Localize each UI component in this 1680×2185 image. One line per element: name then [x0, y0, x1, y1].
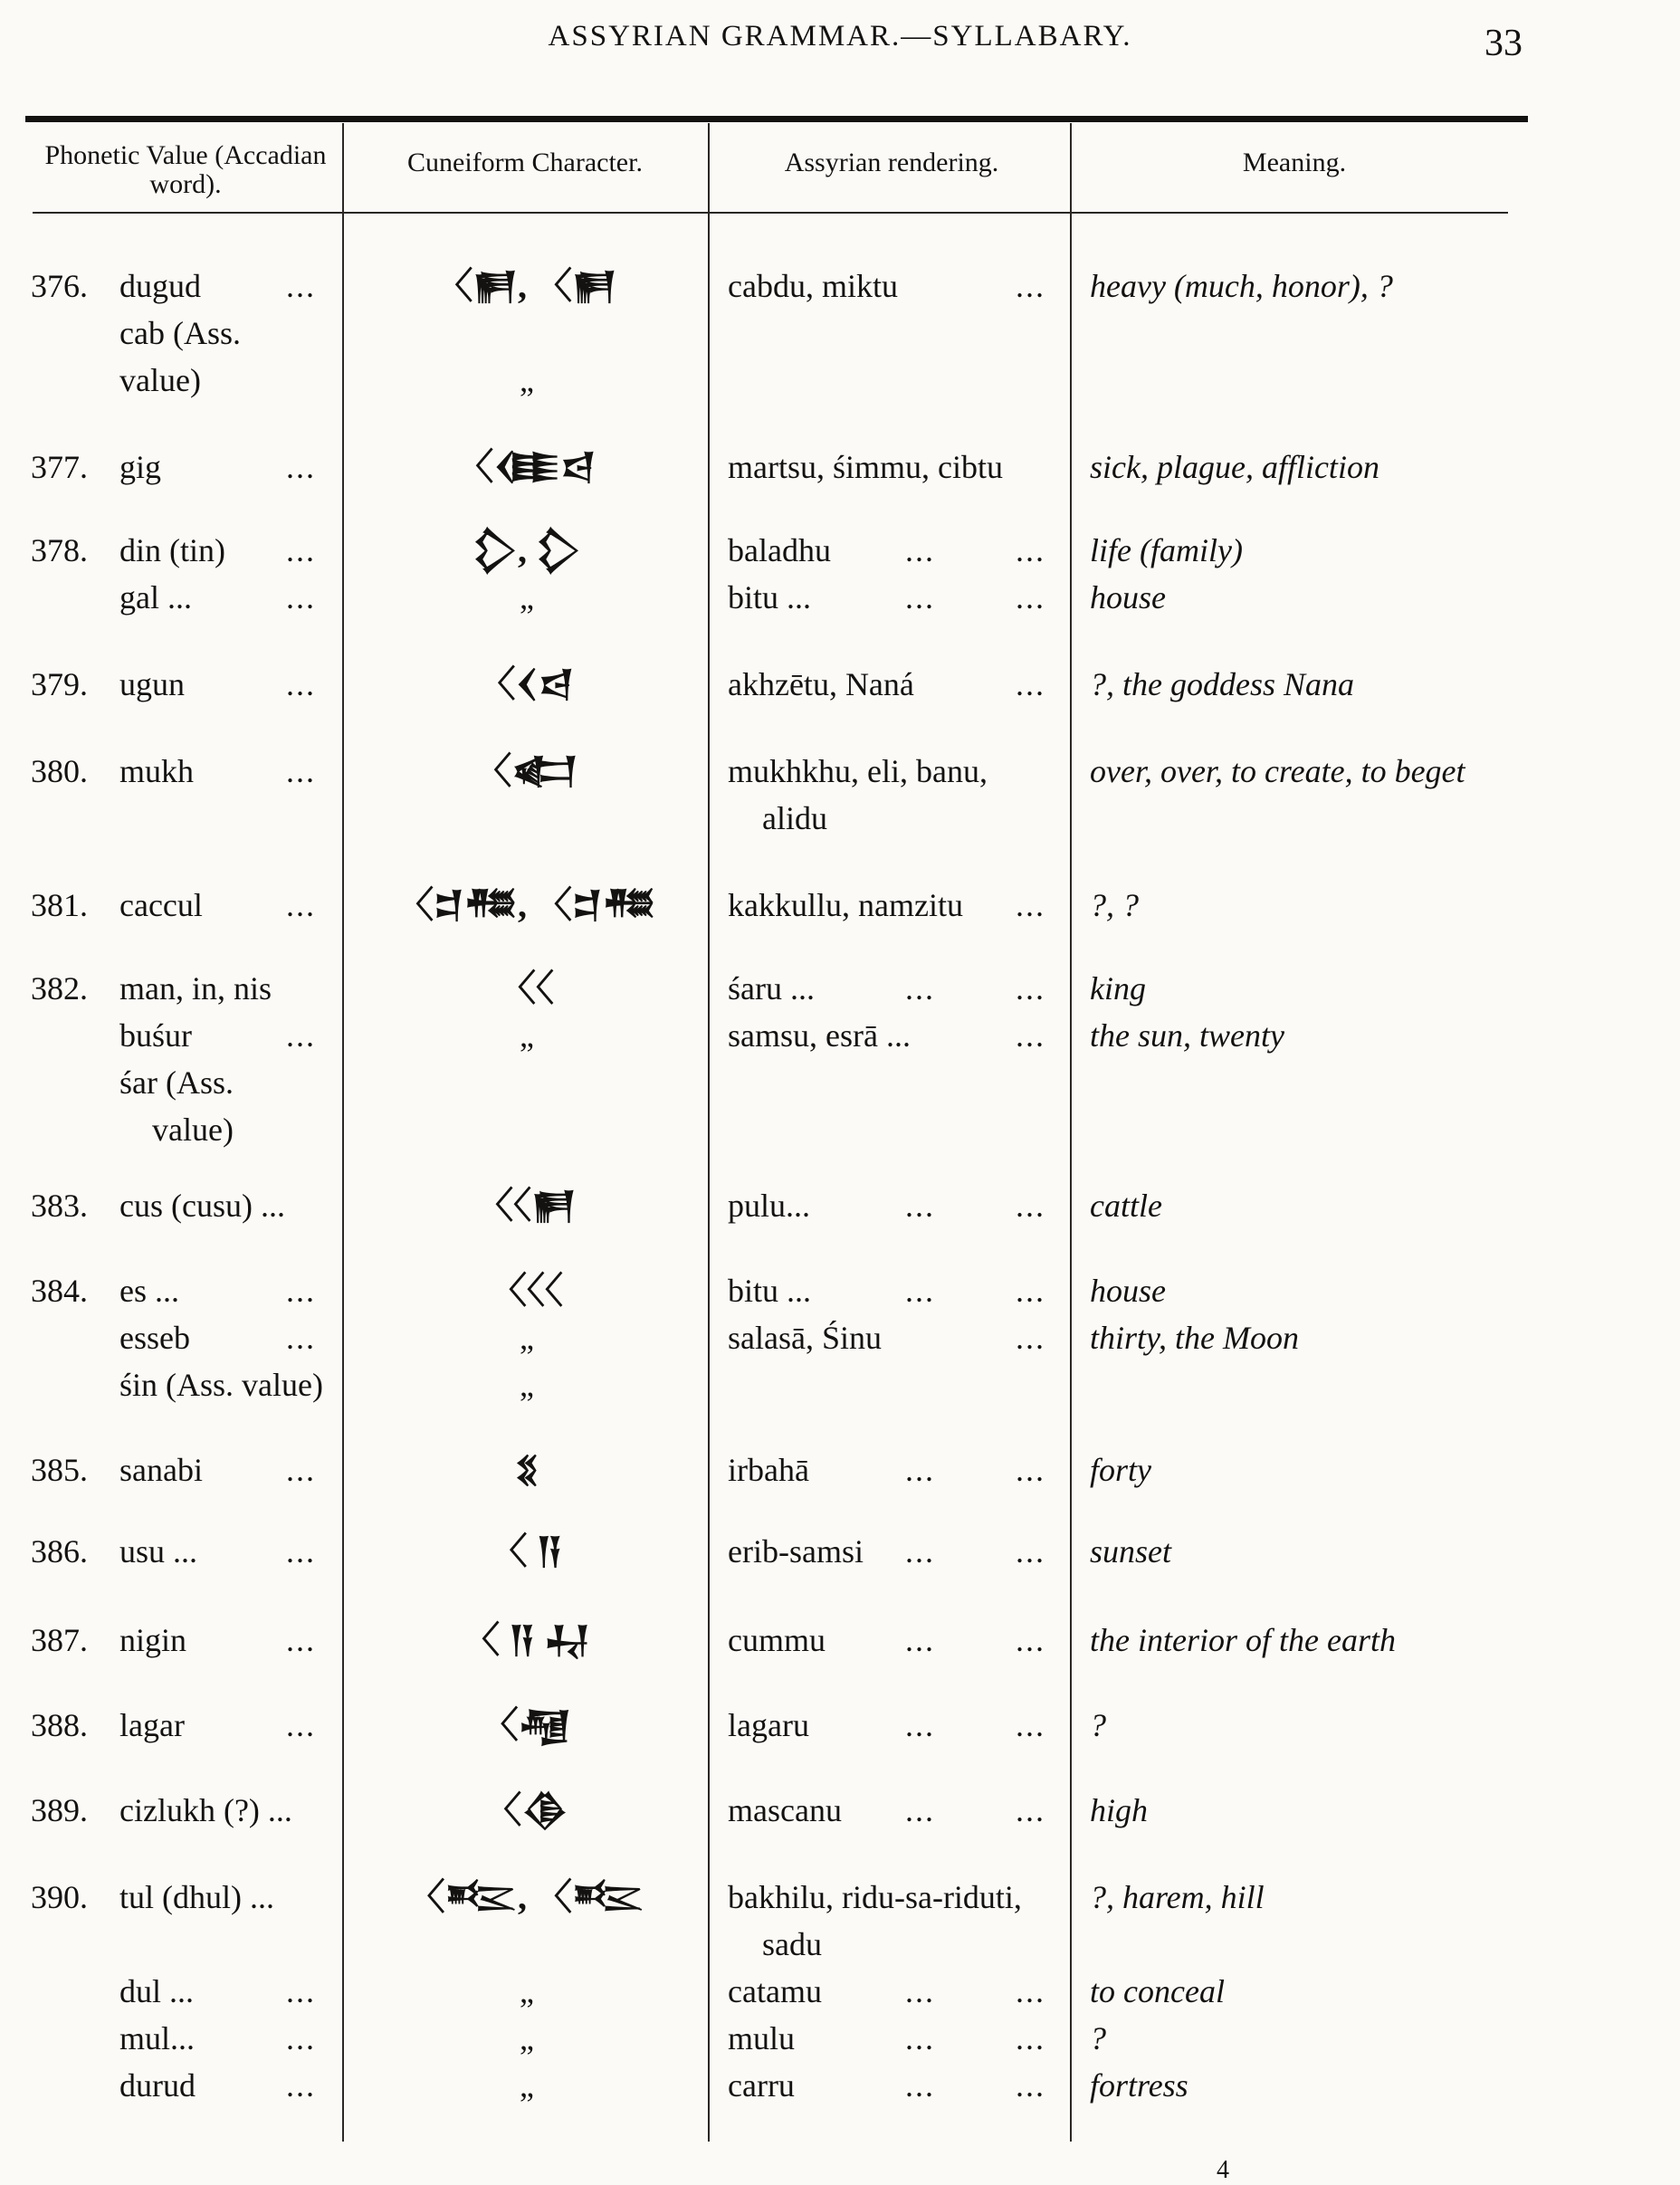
leader-dots: ...: [286, 268, 316, 304]
entry-number: 387.: [31, 1622, 88, 1658]
assyrian-rendering: samsu, esrā ...: [728, 1017, 911, 1054]
cuneiform-character: 〈𒅗: [475, 750, 578, 791]
entry-number: 381.: [31, 887, 88, 923]
phonetic-value: śin (Ass. value): [119, 1367, 323, 1403]
assyrian-rendering: mascanu: [728, 1792, 842, 1828]
meaning: the interior of the earth: [1090, 1622, 1396, 1658]
folio-number: 4: [1217, 2156, 1229, 2184]
assyrian-rendering: catamu: [728, 1973, 822, 2009]
leader-dots: ...: [905, 1188, 935, 1224]
ditto-mark: „: [520, 2020, 534, 2056]
leader-dots: ...: [286, 2067, 316, 2104]
phonetic-value: value): [119, 362, 201, 398]
meaning: ?: [1090, 2020, 1106, 2056]
phonetic-value: man, in, nis: [119, 970, 272, 1007]
cuneiform-character: 〈𒂍, 〈𒂍: [436, 265, 617, 306]
entry-number: 376.: [31, 268, 88, 304]
running-head: ASSYRIAN GRAMMAR.—SYLLABARY.: [548, 20, 1132, 52]
entry-number: 382.: [31, 970, 88, 1007]
phonetic-value: durud: [119, 2067, 196, 2104]
leader-dots: ...: [1016, 268, 1045, 304]
cuneiform-character: 〈〈〈: [491, 1270, 563, 1311]
meaning: over, over, to create, to beget: [1090, 753, 1465, 789]
leader-dots: ...: [905, 532, 935, 568]
column-header-rule: [33, 212, 1508, 214]
entry-number: 388.: [31, 1707, 88, 1743]
assyrian-rendering: martsu, śimmu, cibtu: [728, 449, 1003, 485]
phonetic-value: gig: [119, 449, 162, 485]
leader-dots: ...: [1016, 532, 1045, 568]
leader-dots: ...: [905, 1622, 935, 1658]
page-number: 33: [1484, 23, 1522, 64]
leader-dots: ...: [1016, 1188, 1045, 1224]
phonetic-value: din (tin): [119, 532, 225, 568]
meaning: ?, ?: [1090, 887, 1139, 923]
cuneiform-character: 𒐏: [514, 1449, 539, 1490]
entry-number: 383.: [31, 1188, 88, 1224]
leader-dots: ...: [1016, 579, 1045, 615]
column-header-meaning: Meaning.: [1242, 148, 1347, 177]
ditto-mark: „: [520, 362, 534, 398]
phonetic-value: mul...: [119, 2020, 196, 2056]
leader-dots: ...: [1016, 666, 1045, 702]
leader-dots: ...: [1016, 1792, 1045, 1828]
phonetic-value: esseb: [119, 1320, 190, 1356]
leader-dots: ...: [905, 1273, 935, 1309]
phonetic-value: dugud: [119, 268, 201, 304]
leader-dots: ...: [286, 1320, 316, 1356]
leader-dots: ...: [286, 1017, 316, 1054]
meaning: high: [1090, 1792, 1149, 1828]
phonetic-value: ugun: [119, 666, 185, 702]
phonetic-value: gal ...: [119, 579, 192, 615]
meaning: ?: [1090, 1707, 1106, 1743]
assyrian-rendering: baladhu: [728, 532, 831, 568]
meaning: the sun, twenty: [1090, 1017, 1284, 1054]
leader-dots: ...: [286, 449, 316, 485]
ditto-mark: „: [520, 579, 534, 615]
leader-dots: ...: [286, 1452, 316, 1488]
cuneiform-character: 〈𒆷: [482, 1704, 572, 1745]
leader-dots: ...: [286, 1973, 316, 2009]
column-divider: [708, 123, 710, 2142]
phonetic-value: cab (Ass.: [119, 315, 241, 351]
leader-dots: ...: [286, 532, 316, 568]
ditto-mark: „: [520, 2067, 534, 2104]
meaning: to conceal: [1090, 1973, 1225, 2009]
ditto-mark: „: [520, 1320, 534, 1356]
leader-dots: ...: [1016, 1973, 1045, 2009]
leader-dots: ...: [905, 579, 935, 615]
meaning: house: [1090, 579, 1166, 615]
entry-number: 385.: [31, 1452, 88, 1488]
assyrian-rendering: bakhilu, ridu-sa-riduti,: [728, 1879, 1022, 1915]
column-divider: [342, 123, 344, 2142]
phonetic-value: buśur: [119, 1017, 192, 1054]
phonetic-value: tul (dhul) ...: [119, 1879, 274, 1915]
assyrian-rendering: erib-samsi: [728, 1533, 864, 1570]
phonetic-value: caccul: [119, 887, 203, 923]
assyrian-rendering: mulu: [728, 2020, 796, 2056]
column-header-assyrian: Assyrian rendering.: [784, 148, 999, 177]
column-divider: [1070, 123, 1072, 2142]
column-header-phonetic: Phonetic Value (Accadian word).: [44, 140, 327, 199]
assyrian-rendering: carru: [728, 2067, 795, 2104]
leader-dots: ...: [1016, 970, 1045, 1007]
entry-number: 389.: [31, 1792, 88, 1828]
leader-dots: ...: [905, 970, 935, 1007]
leader-dots: ...: [905, 2067, 935, 2104]
assyrian-rendering: cabdu, miktu: [728, 268, 898, 304]
entry-number: 380.: [31, 753, 88, 789]
cuneiform-character: 〈𒌋𒁀: [479, 663, 575, 704]
cuneiform-character: 〈 𒀀 𒄷: [463, 1619, 590, 1660]
leader-dots: ...: [1016, 1533, 1045, 1570]
entry-number: 377.: [31, 449, 88, 485]
meaning: heavy (much, honor), ?: [1090, 268, 1393, 304]
leader-dots: ...: [1016, 887, 1045, 923]
ditto-mark: „: [520, 1367, 534, 1403]
assyrian-rendering: sadu: [762, 1926, 822, 1962]
assyrian-rendering: mukhkhu, eli, banu,: [728, 753, 988, 789]
meaning: king: [1090, 970, 1146, 1007]
meaning: forty: [1090, 1452, 1151, 1488]
leader-dots: ...: [286, 1273, 316, 1309]
phonetic-value: es ...: [119, 1273, 179, 1309]
assyrian-rendering: pulu...: [728, 1188, 811, 1224]
phonetic-value: cus (cusu) ...: [119, 1188, 285, 1224]
leader-dots: ...: [1016, 1273, 1045, 1309]
leader-dots: ...: [1016, 1707, 1045, 1743]
entry-number: 378.: [31, 532, 88, 568]
meaning: fortress: [1090, 2067, 1188, 2104]
phonetic-value: value): [152, 1112, 234, 1148]
leader-dots: ...: [905, 1707, 935, 1743]
leader-dots: ...: [1016, 1320, 1045, 1356]
column-header-cuneiform: Cuneiform Character.: [407, 148, 643, 177]
leader-dots: ...: [286, 2020, 316, 2056]
leader-dots: ...: [1016, 2020, 1045, 2056]
cuneiform-character: 〈𒌈, 〈𒌈: [408, 1876, 645, 1917]
leader-dots: ...: [1016, 1452, 1045, 1488]
phonetic-value: śar (Ass.: [119, 1064, 234, 1101]
entry-number: 386.: [31, 1533, 88, 1570]
cuneiform-character: 〈〈𒂍: [477, 1185, 577, 1226]
assyrian-rendering: salasā, Śinu: [728, 1320, 882, 1356]
meaning: sick, plague, affliction: [1090, 449, 1379, 485]
meaning: thirty, the Moon: [1090, 1320, 1299, 1356]
meaning: sunset: [1090, 1533, 1171, 1570]
entry-number: 390.: [31, 1879, 88, 1915]
header-rule: [25, 116, 1528, 122]
phonetic-value: mukh: [119, 753, 195, 789]
assyrian-rendering: alidu: [762, 800, 827, 836]
leader-dots: ...: [905, 2020, 935, 2056]
leader-dots: ...: [286, 1622, 316, 1658]
meaning: house: [1090, 1273, 1166, 1309]
cuneiform-character: 〈𒈪𒁀: [457, 446, 597, 487]
assyrian-rendering: kakkullu, namzitu: [728, 887, 963, 923]
meaning: cattle: [1090, 1188, 1162, 1224]
leader-dots: ...: [286, 1707, 316, 1743]
assyrian-rendering: akhzētu, Naná: [728, 666, 914, 702]
cuneiform-character: 〈𒄑𒍣, 〈𒄑𒍣: [397, 884, 656, 925]
entry-number: 384.: [31, 1273, 88, 1309]
leader-dots: ...: [286, 1533, 316, 1570]
assyrian-rendering: śaru ...: [728, 970, 815, 1007]
cuneiform-character: 〈〈: [500, 968, 554, 1008]
phonetic-value: dul ...: [119, 1973, 195, 2009]
phonetic-value: usu ...: [119, 1533, 198, 1570]
leader-dots: ...: [1016, 2067, 1045, 2104]
cuneiform-character: 〈 𒀀: [491, 1531, 563, 1571]
ditto-mark: „: [520, 1973, 534, 2009]
assyrian-rendering: bitu ...: [728, 1273, 812, 1309]
phonetic-value: cizlukh (?) ...: [119, 1792, 292, 1828]
phonetic-value: sanabi: [119, 1452, 203, 1488]
entry-number: 379.: [31, 666, 88, 702]
ditto-mark: „: [520, 1017, 534, 1054]
leader-dots: ...: [1016, 1622, 1045, 1658]
meaning: life (family): [1090, 532, 1243, 568]
assyrian-rendering: irbahā: [728, 1452, 809, 1488]
assyrian-rendering: bitu ...: [728, 579, 812, 615]
leader-dots: ...: [286, 666, 316, 702]
phonetic-value: nigin: [119, 1622, 187, 1658]
assyrian-rendering: lagaru: [728, 1707, 809, 1743]
leader-dots: ...: [286, 753, 316, 789]
phonetic-value: lagar: [119, 1707, 185, 1743]
leader-dots: ...: [286, 887, 316, 923]
leader-dots: ...: [286, 579, 316, 615]
meaning: ?, the goddess Nana: [1090, 666, 1354, 702]
meaning: ?, harem, hill: [1090, 1879, 1265, 1915]
leader-dots: ...: [905, 1533, 935, 1570]
assyrian-rendering: cummu: [728, 1622, 826, 1658]
leader-dots: ...: [905, 1973, 935, 2009]
cuneiform-character: 𒁷, 𒁷: [472, 530, 581, 570]
leader-dots: ...: [905, 1792, 935, 1828]
cuneiform-character: 〈𒆠: [485, 1789, 568, 1830]
leader-dots: ...: [1016, 1017, 1045, 1054]
leader-dots: ...: [905, 1452, 935, 1488]
